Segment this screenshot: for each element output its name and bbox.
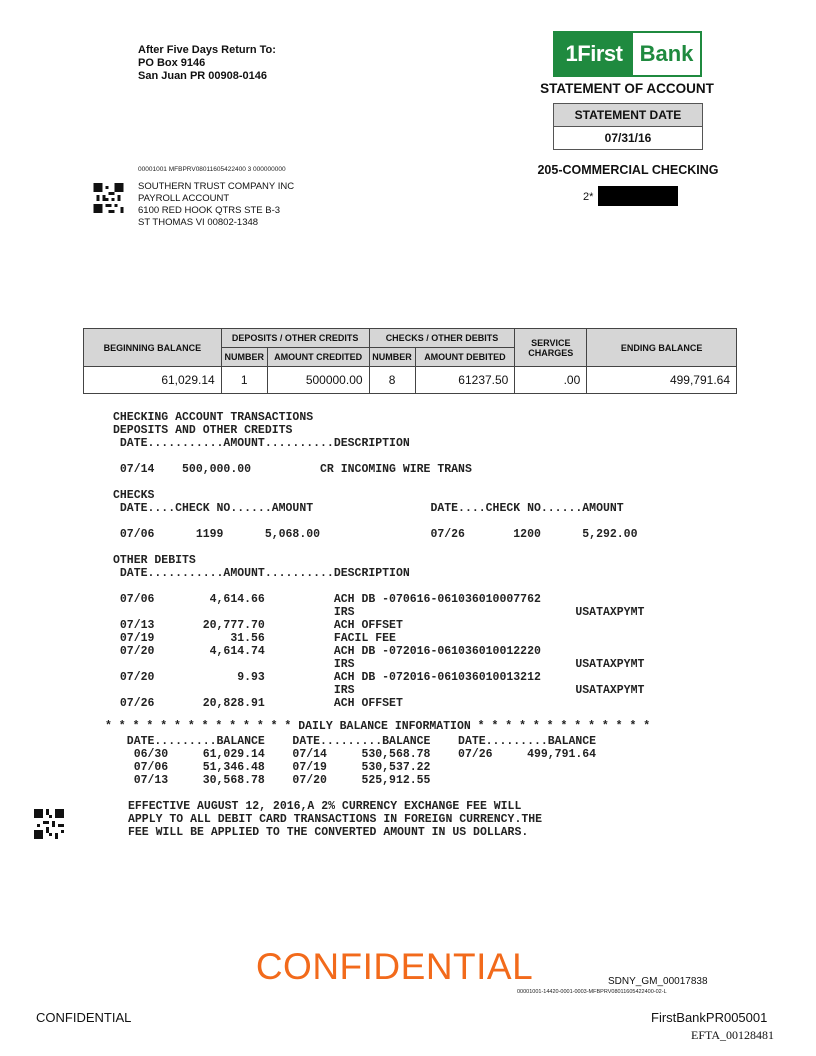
confidential-watermark-text: CONFIDENTIAL [255,946,534,987]
daily-balance-row: 07/13 30,568.78 07/20 525,912.55 [113,774,431,787]
customer-name: SOUTHERN TRUST COMPANY INC [138,181,295,192]
firstbank-logo [553,31,702,77]
other-debit-row: IRS USATAXPYMT [113,658,645,671]
statement-date-label: STATEMENT DATE [554,104,702,127]
other-debit-row: 07/26 20,828.91 ACH OFFSET [113,697,403,710]
efta-id: EFTA_00128481 [691,1028,775,1042]
statement-date-box [553,103,703,150]
other-debit-row: IRS USATAXPYMT [113,684,645,697]
redaction-bar [598,186,678,206]
checks-heading: CHECKS [113,489,155,502]
barcode-icon [34,808,64,840]
table-row [84,367,737,394]
customer-street: 6100 RED HOOK QTRS STE B-3 [138,205,281,216]
header-ending-balance: ENDING BALANCE [587,329,737,367]
deposit-row: 07/14 500,000.00 CR INCOMING WIRE TRANS [113,463,472,476]
statement-date-value: 07/31/16 [604,131,652,145]
daily-balance-row: 07/06 51,346.48 07/19 530,537.22 [113,761,431,774]
other-debit-row: 07/20 9.93 ACH DB -072016-061036010013212 [113,671,541,684]
other-debit-row: 07/19 31.56 FACIL FEE [113,632,396,645]
customer-address [138,181,294,229]
transactions-title: CHECKING ACCOUNT TRANSACTIONS [113,411,314,424]
checks-column-header: DATE....CHECK NO......AMOUNT DATE....CHECK NO......AMOUNT [113,502,624,515]
statement-title: STATEMENT OF ACCOUNT [540,81,714,96]
production-id: FirstBankPR005001 [651,1010,768,1025]
notice-line: FEE WILL BE APPLIED TO THE CONVERTED AMOUNT IN US DOLLARS. [128,826,529,839]
scan-line: 00001001 MFBPRV08011605422400 3 000000000 [138,166,286,173]
other-debit-row: 07/13 20,777.70 ACH OFFSET [113,619,403,632]
balance-summary-table [83,328,737,394]
amount-credited-value: 500000.00 [267,367,369,394]
header-service-charges: SERVICE CHARGES [515,329,587,367]
header-deposits: DEPOSITS / OTHER CREDITS [221,329,369,348]
checks-row: 07/06 1199 5,068.00 07/26 1200 5,292.00 [113,528,638,541]
header-deposit-number: NUMBER [221,348,267,367]
daily-balance-row: 06/30 61,029.14 07/14 530,568.78 07/26 499,791.64 [113,748,597,761]
barcode-icon [93,183,124,213]
beginning-balance-value: 61,029.14 [84,367,222,394]
other-debit-row: 07/06 4,614.66 ACH DB -070616-061036010007762 [113,593,541,606]
daily-balance-header: DATE.........BALANCE DATE.........BALANCE DATE.........BALANCE [113,735,597,748]
service-charges-value: .00 [515,367,587,394]
customer-city: ST THOMAS VI 00802-1348 [138,217,259,228]
customer-account-name: PAYROLL ACCOUNT [138,193,230,204]
daily-balance-heading: * * * * * * * * * * * * * * DAILY BALANCE INFORMATION * * * * * * * * * * * * * [105,720,651,733]
notice-line: APPLY TO ALL DEBIT CARD TRANSACTIONS IN FOREIGN CURRENCY.THE [128,813,543,826]
account-type: 205-COMMERCIAL CHECKING [537,163,719,177]
logo-first: 1First [555,33,633,75]
other-debits-heading: OTHER DEBITS [113,554,196,567]
header-checks: CHECKS / OTHER DEBITS [369,329,515,348]
account-number-prefix: 2* [583,191,594,203]
header-beginning-balance: BEGINNING BALANCE [84,329,222,367]
document-code: 00001001-14420-0001-0003-MFBPRV08011605422400-02-L [517,989,667,995]
debit-count-value: 8 [369,367,415,394]
return-address [138,44,276,83]
return-address-line: PO Box 9146 [138,57,206,69]
deposits-heading: DEPOSITS AND OTHER CREDITS [113,424,293,437]
ending-balance-value: 499,791.64 [587,367,737,394]
deposits-column-header: DATE...........AMOUNT..........DESCRIPTION [113,437,410,450]
return-address-line: San Juan PR 00908-0146 [138,70,268,82]
bates-number: SDNY_GM_00017838 [608,976,708,987]
return-address-line: After Five Days Return To: [138,44,276,56]
other-debit-row: 07/20 4,614.74 ACH DB -072016-061036010012220 [113,645,541,658]
confidential-label: CONFIDENTIAL [36,1010,132,1025]
notice-line: EFFECTIVE AUGUST 12, 2016,A 2% CURRENCY EXCHANGE FEE WILL [128,800,522,813]
other-debit-row: IRS USATAXPYMT [113,606,645,619]
header-amount-credited: AMOUNT CREDITED [267,348,369,367]
header-debit-number: NUMBER [369,348,415,367]
header-amount-debited: AMOUNT DEBITED [415,348,515,367]
logo-bank: Bank [633,33,700,75]
deposit-count-value: 1 [221,367,267,394]
amount-debited-value: 61237.50 [415,367,515,394]
other-debits-column-header: DATE...........AMOUNT..........DESCRIPTION [113,567,410,580]
